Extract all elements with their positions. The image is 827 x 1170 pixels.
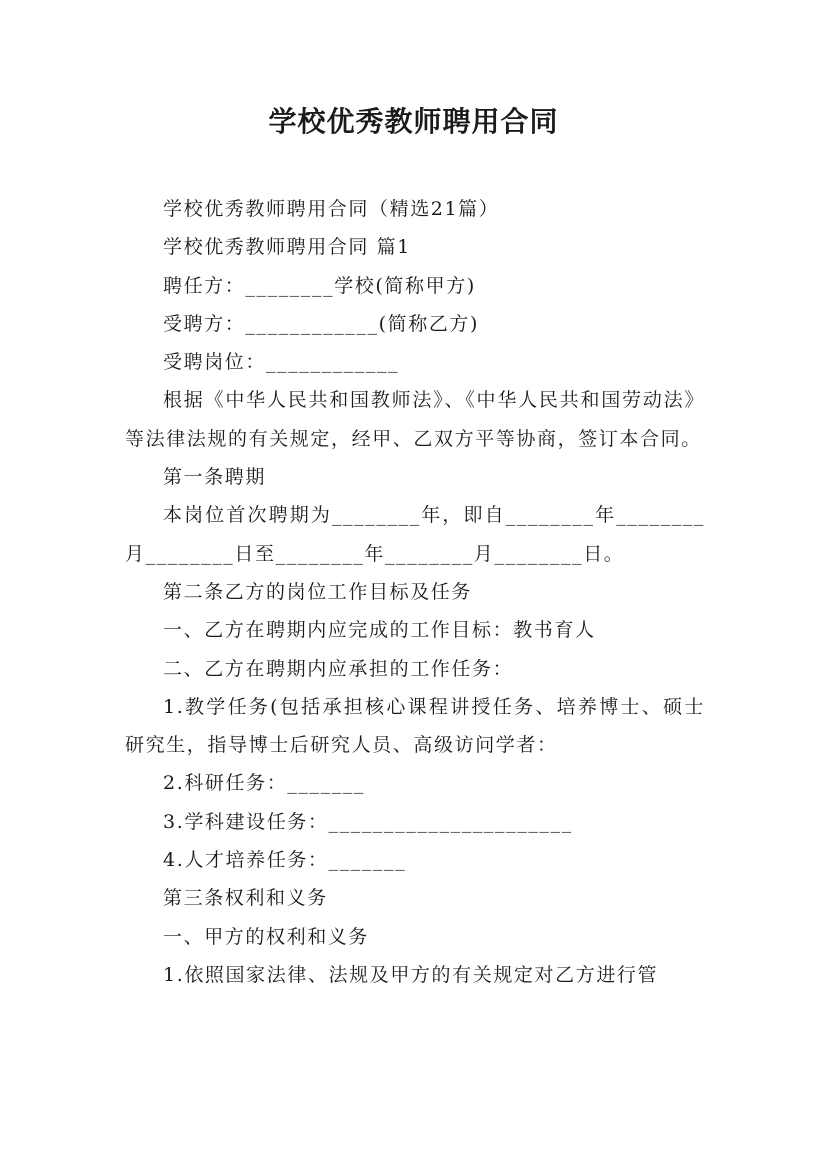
paragraph-preamble: 根据《中华人民共和国教师法》、《中华人民共和国劳动法》等法律法规的有关规定，经甲、乙双方平等协商，签订本合同。 [125, 389, 705, 450]
paragraph-party-a-rights: 一、甲方的权利和义务 [163, 925, 370, 948]
paragraph-section-heading: 学校优秀教师聘用合同 篇1 [163, 236, 411, 259]
paragraph-term-period: 本岗位首次聘期为________年，即自________年________月________日至________年________月________日。 [125, 504, 705, 565]
paragraph-article-3-heading: 第三条权利和义务 [163, 887, 328, 910]
paragraph-article-2-heading: 第二条乙方的岗位工作目标及任务 [163, 580, 473, 603]
paragraph-work-goal: 一、乙方在聘期内应完成的工作目标：教书育人 [163, 619, 596, 642]
paragraph-subtitle: 学校优秀教师聘用合同（精选21篇） [163, 198, 500, 220]
paragraph-work-tasks: 二、乙方在聘期内应承担的工作任务： [163, 657, 514, 680]
paragraph-article-1-heading: 第一条聘期 [163, 466, 267, 489]
document-title: 学校优秀教师聘用合同 [268, 105, 559, 138]
paragraph-party-a-item-1: 1.依照国家法律、法规及甲方的有关规定对乙方进行管 [163, 963, 659, 986]
paragraph-employee: 受聘方：____________(简称乙方) [163, 312, 480, 335]
paragraph-teaching-task: 1.教学任务(包括承担核心课程讲授任务、培养博士、硕士研究生，指导博士后研究人员、高级访问学者： [125, 695, 705, 757]
paragraph-discipline-task: 3.学科建设任务：______________________ [163, 810, 573, 833]
paragraph-research-task: 2.科研任务：_______ [163, 772, 366, 795]
paragraph-employer: 聘任方：________学校(简称甲方) [163, 274, 476, 297]
paragraph-position: 受聘岗位：____________ [163, 351, 400, 374]
paragraph-talent-task: 4.人才培养任务：_______ [163, 849, 407, 872]
document-body [125, 190, 705, 994]
